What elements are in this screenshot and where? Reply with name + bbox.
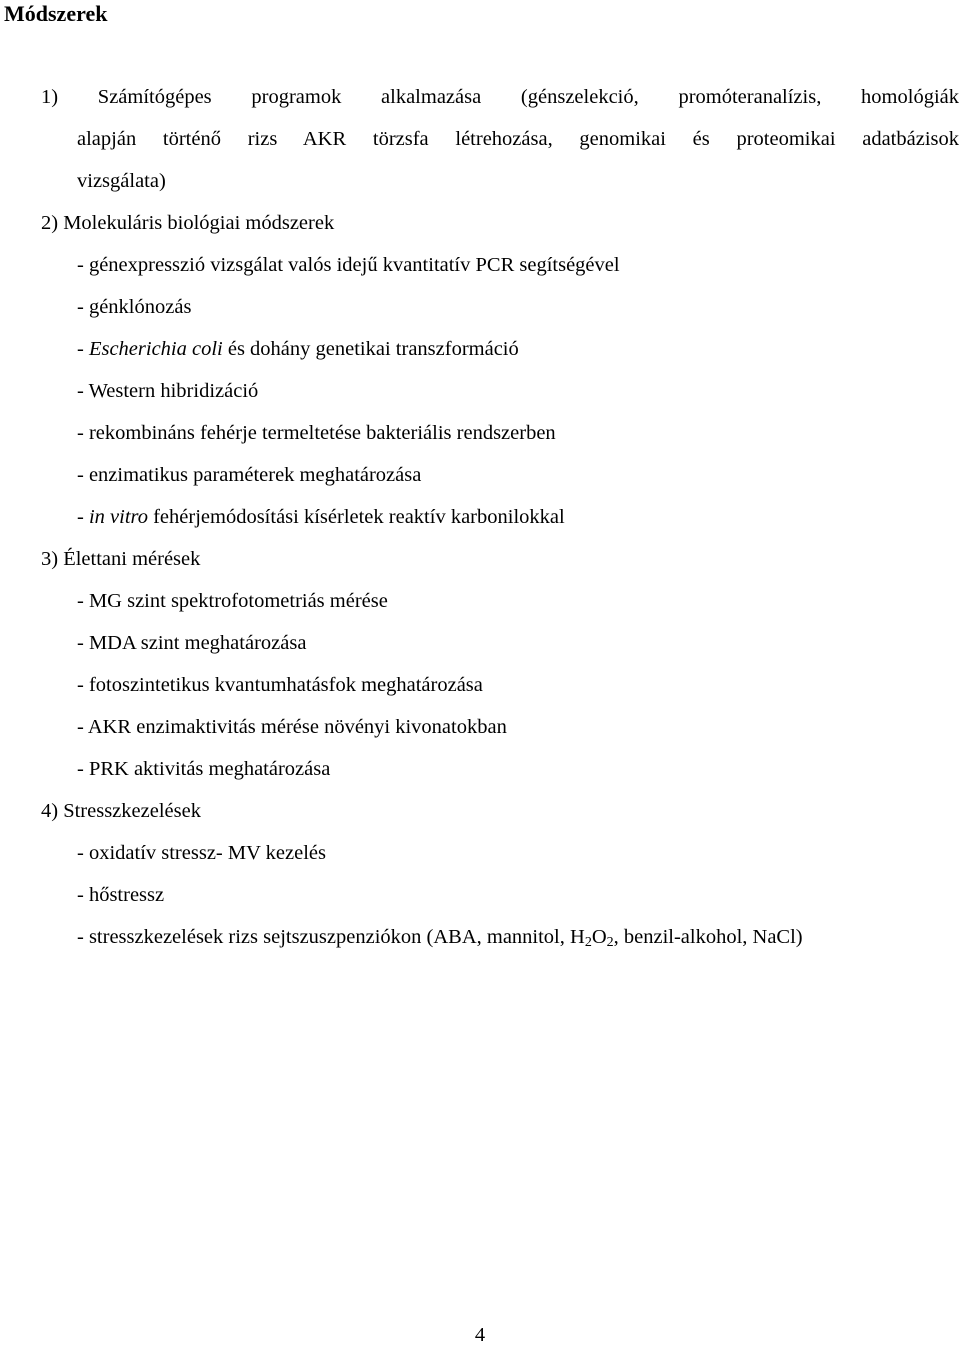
section-2-item-7 (77, 504, 565, 530)
section-3-item-5: - PRK aktivitás meghatározása (77, 758, 331, 780)
section-2-item-1: - génexpresszió vizsgálat valós idejű kvantitatív PCR segítségével (77, 254, 620, 276)
section-4-item-1: - oxidatív stressz- MV kezelés (77, 842, 326, 864)
section-2-item-3 (77, 336, 519, 362)
item-text: , benzil-alkohol, NaCl) (613, 926, 803, 948)
page-number: 4 (474, 1324, 486, 1346)
section-2-item-5: - rekombináns fehérje termeltetése bakteriális rendszerben (77, 422, 556, 444)
latin-term: in vitro (88, 506, 148, 528)
section-1-line-2: alapján történő rizs AKR törzsfa létrehozása, genomikai és proteomikai adatbázisok (77, 128, 959, 150)
item-text: és dohány genetikai transzformáció (222, 338, 519, 360)
item-text: fehérjemódosítási kísérletek reaktív karbonilokkal (147, 506, 565, 528)
section-4-heading: 4) Stresszkezelések (41, 800, 201, 822)
species-name: Escherichia coli (88, 338, 223, 360)
item-text: O (591, 926, 607, 948)
subscript: 2 (584, 935, 592, 950)
page-title: Módszerek (4, 1, 108, 26)
section-1-line-1: 1) Számítógépes programok alkalmazása (génszelekció, promóteranalízis, homológiák (41, 86, 959, 108)
section-4-item-2: - hőstressz (77, 884, 165, 906)
section-3-item-3: - fotoszintetikus kvantumhatásfok meghatározása (77, 674, 483, 696)
section-1-line-3: vizsgálata) (77, 170, 166, 192)
section-2-item-6: - enzimatikus paraméterek meghatározása (77, 464, 422, 486)
section-2-item-4: - Western hibridizáció (77, 380, 259, 402)
subscript: 2 (606, 935, 614, 950)
item-text: - stresszkezelések rizs sejtszuszpenziókon (ABA, mannitol, H (77, 926, 585, 948)
item-prefix: - (77, 506, 89, 528)
section-4-item-3 (77, 924, 803, 950)
section-3-item-2: - MDA szint meghatározása (77, 632, 307, 654)
section-3-heading: 3) Élettani mérések (41, 548, 201, 570)
section-3-item-1: - MG szint spektrofotometriás mérése (77, 590, 388, 612)
item-prefix: - (77, 338, 89, 360)
section-3-item-4: - AKR enzimaktivitás mérése növényi kivonatokban (77, 716, 507, 738)
section-2-heading: 2) Molekuláris biológiai módszerek (41, 212, 335, 234)
section-2-item-2: - génklónozás (77, 296, 192, 318)
